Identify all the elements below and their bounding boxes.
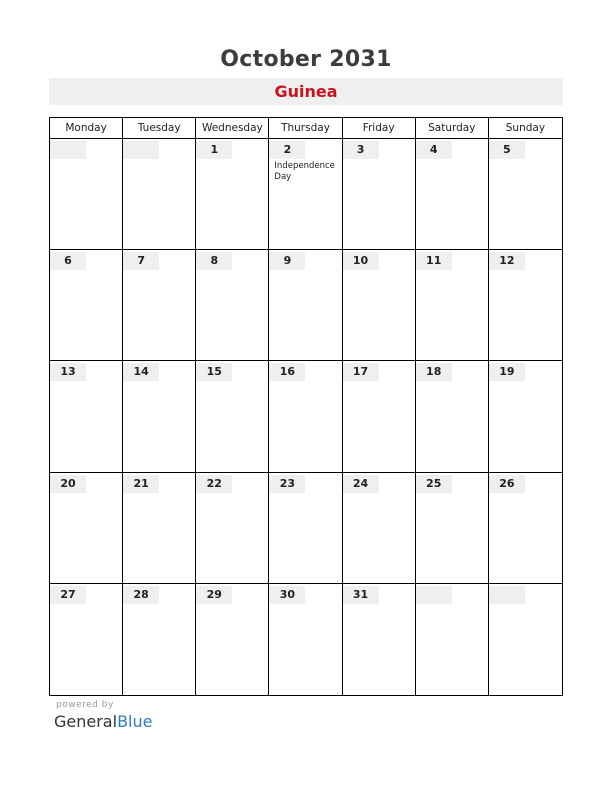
day-number: 6 [50, 252, 86, 270]
brand-logo[interactable] [54, 712, 152, 731]
day-number: 30 [269, 586, 305, 604]
day-cell[interactable] [269, 473, 342, 584]
day-cell[interactable] [123, 139, 196, 250]
day-cell[interactable] [343, 139, 416, 250]
day-number: 12 [489, 252, 525, 270]
day-number: 2 [269, 141, 305, 159]
day-cell[interactable] [269, 584, 342, 695]
day-number: 15 [196, 363, 232, 381]
day-number: 5 [489, 141, 525, 159]
brand-general-text: General [54, 712, 118, 731]
day-cell[interactable] [416, 361, 489, 472]
day-cell[interactable] [269, 250, 342, 361]
day-number: 23 [269, 475, 305, 493]
day-cell[interactable] [196, 584, 269, 695]
day-cell[interactable] [123, 584, 196, 695]
day-cell[interactable] [50, 250, 123, 361]
day-cell[interactable] [343, 473, 416, 584]
day-cell[interactable] [416, 473, 489, 584]
day-cell[interactable] [50, 139, 123, 250]
day-number: 17 [343, 363, 379, 381]
day-cell[interactable] [50, 361, 123, 472]
weekday-header: Wednesday [196, 118, 269, 139]
day-cell[interactable] [123, 473, 196, 584]
day-cell[interactable] [50, 584, 123, 695]
day-number: 16 [269, 363, 305, 381]
day-number: 27 [50, 586, 86, 604]
day-number: 31 [343, 586, 379, 604]
day-number: 9 [269, 252, 305, 270]
day-number: 1 [196, 141, 232, 159]
day-number: 18 [416, 363, 452, 381]
day-number: 29 [196, 586, 232, 604]
brand-blue-text: Blue [117, 712, 153, 731]
page-title: October 2031 [220, 47, 392, 72]
day-cell[interactable] [269, 139, 342, 250]
day-number: 10 [343, 252, 379, 270]
empty-day-badge [416, 586, 452, 604]
powered-by-label: powered by [56, 700, 114, 710]
day-number: 21 [123, 475, 159, 493]
day-cell[interactable] [416, 139, 489, 250]
day-cell[interactable] [269, 361, 342, 472]
day-cell[interactable] [50, 473, 123, 584]
weekday-header: Saturday [416, 118, 489, 139]
day-number: 28 [123, 586, 159, 604]
day-cell[interactable] [196, 473, 269, 584]
weekday-header: Tuesday [123, 118, 196, 139]
day-cell[interactable] [489, 139, 562, 250]
day-number: 4 [416, 141, 452, 159]
day-cell[interactable] [123, 250, 196, 361]
day-cell[interactable] [489, 584, 562, 695]
day-cell[interactable] [196, 139, 269, 250]
calendar-grid [49, 117, 563, 696]
empty-day-badge [50, 141, 86, 159]
country-name: Guinea [274, 82, 338, 101]
day-number: 26 [489, 475, 525, 493]
day-cell[interactable] [489, 473, 562, 584]
holiday-event: Independence Day [274, 161, 335, 182]
day-number: 11 [416, 252, 452, 270]
day-cell[interactable] [489, 361, 562, 472]
weekday-header: Sunday [489, 118, 562, 139]
day-cell[interactable] [489, 250, 562, 361]
day-number: 20 [50, 475, 86, 493]
weekday-header: Monday [50, 118, 123, 139]
day-cell[interactable] [416, 584, 489, 695]
day-number: 3 [343, 141, 379, 159]
day-cell[interactable] [343, 584, 416, 695]
day-cell[interactable] [343, 361, 416, 472]
day-number: 8 [196, 252, 232, 270]
day-number: 25 [416, 475, 452, 493]
day-number: 22 [196, 475, 232, 493]
day-number: 19 [489, 363, 525, 381]
day-cell[interactable] [123, 361, 196, 472]
day-number: 13 [50, 363, 86, 381]
empty-day-badge [123, 141, 159, 159]
day-number: 14 [123, 363, 159, 381]
day-cell[interactable] [343, 250, 416, 361]
day-cell[interactable] [196, 250, 269, 361]
country-banner [49, 78, 563, 105]
day-cell[interactable] [196, 361, 269, 472]
empty-day-badge [489, 586, 525, 604]
day-cell[interactable] [416, 250, 489, 361]
weekday-header: Thursday [269, 118, 342, 139]
day-number: 7 [123, 252, 159, 270]
day-number: 24 [343, 475, 379, 493]
weekday-header: Friday [343, 118, 416, 139]
